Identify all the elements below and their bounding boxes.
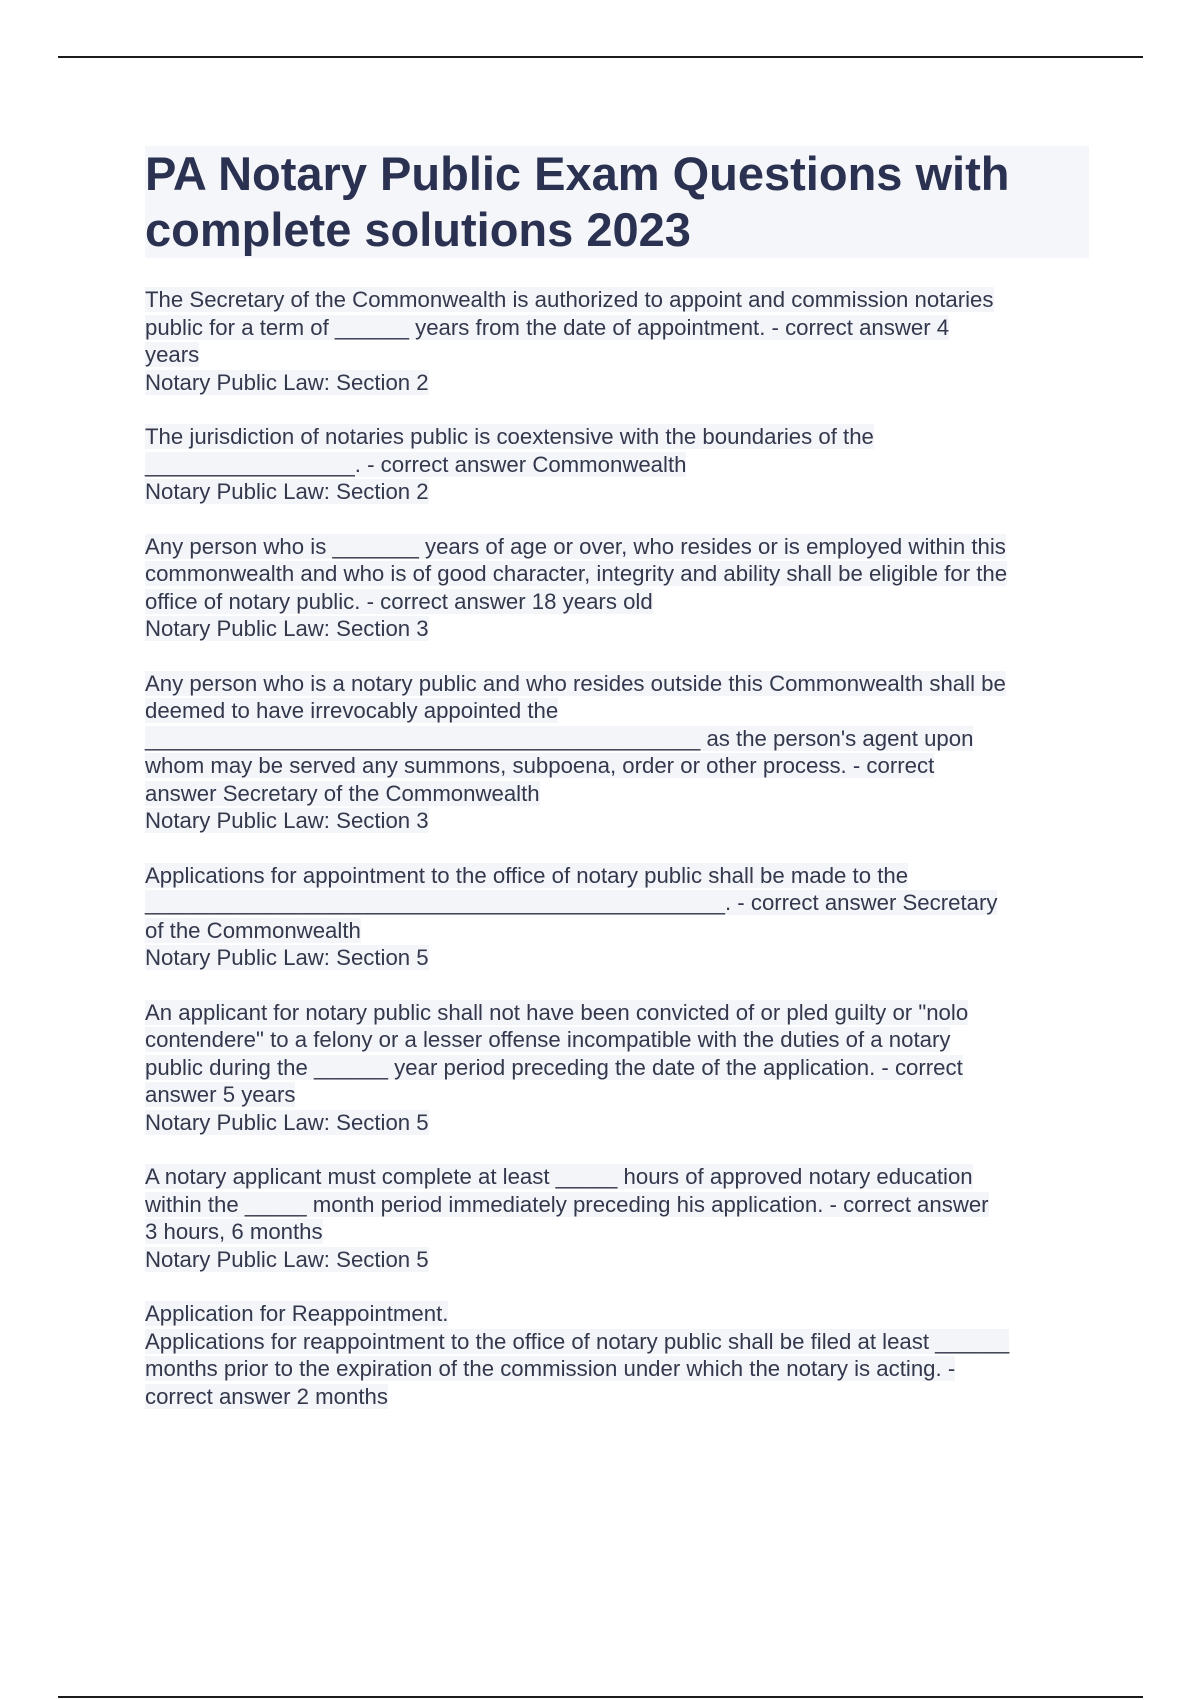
question-line: deemed to have irrevocably appointed the: [145, 698, 559, 723]
question-line: Applications for appointment to the office of notary public shall be made to the: [145, 862, 909, 888]
question-item: [145, 999, 1089, 1137]
question-line: 3 hours, 6 months: [145, 1219, 323, 1244]
document-title: [145, 146, 1089, 258]
question-line: public for a term of ______ years from the date of appointment. - correct answer 4: [145, 314, 950, 340]
question-line: A notary applicant must complete at least _____ hours of approved notary education: [145, 1164, 973, 1189]
reference-line: Notary Public Law: Section 5: [145, 1246, 429, 1272]
question-line: months prior to the expiration of the commission under which the notary is acting. -: [145, 1356, 956, 1381]
bottom-rule: [58, 1696, 1143, 1698]
reference-line: Notary Public Law: Section 5: [145, 945, 429, 970]
question-line: Application for Reappointment.: [145, 1301, 449, 1326]
question-line: Any person who is _______ years of age or over, who resides or is employed within this: [145, 533, 1006, 559]
question-line: answer Secretary of the Commonwealth: [145, 780, 540, 806]
question-line: whom may be served any summons, subpoena, order or other process. - correct: [145, 753, 935, 778]
question-item: [145, 423, 1089, 506]
question-item: [145, 1300, 1089, 1410]
question-item: [145, 862, 1089, 972]
question-item: [145, 533, 1089, 643]
reference-line: Notary Public Law: Section 3: [145, 808, 429, 833]
top-rule: [58, 56, 1143, 58]
question-line: office of notary public. - correct answer 18 years old: [145, 588, 653, 614]
question-line: _______________________________________________. - correct answer Secretary: [145, 890, 998, 915]
question-line: correct answer 2 months: [145, 1383, 388, 1409]
question-line: contendere" to a felony or a lesser offense incompatible with the duties of a notary: [145, 1027, 951, 1052]
reference-line: Notary Public Law: Section 5: [145, 1109, 429, 1135]
question-line: _____________________________________________ as the person's agent upon: [145, 725, 974, 751]
question-item: [145, 1163, 1089, 1273]
question-line: commonwealth and who is of good character, integrity and ability shall be eligible for the: [145, 561, 1008, 586]
question-line: Applications for reappointment to the office of notary public shall be filed at least ______: [145, 1328, 1010, 1354]
question-line: answer 5 years: [145, 1082, 296, 1107]
question-item: [145, 670, 1089, 835]
question-line: The jurisdiction of notaries public is coextensive with the boundaries of the: [145, 424, 874, 449]
question-list: [145, 286, 1089, 1410]
reference-line: Notary Public Law: Section 2: [145, 369, 429, 395]
question-line: within the _____ month period immediately preceding his application. - correct answer: [145, 1191, 989, 1217]
reference-line: Notary Public Law: Section 3: [145, 616, 429, 641]
reference-line: Notary Public Law: Section 2: [145, 479, 429, 504]
question-line: An applicant for notary public shall not have been convicted of or pled guilty or "nolo: [145, 999, 969, 1025]
question-line: public during the ______ year period preceding the date of the application. - correct: [145, 1054, 963, 1080]
title-line: PA Notary Public Exam Questions with: [145, 147, 1010, 200]
question-line: The Secretary of the Commonwealth is authorized to appoint and commission notaries: [145, 287, 994, 312]
title-line: complete solutions 2023: [145, 203, 691, 256]
question-line: of the Commonwealth: [145, 917, 361, 943]
question-item: [145, 286, 1089, 396]
document-body: [145, 146, 1089, 1437]
question-line: _________________. - correct answer Commonwealth: [145, 451, 687, 477]
question-line: Any person who is a notary public and who resides outside this Commonwealth shall be: [145, 670, 1006, 696]
question-line: years: [145, 342, 200, 367]
